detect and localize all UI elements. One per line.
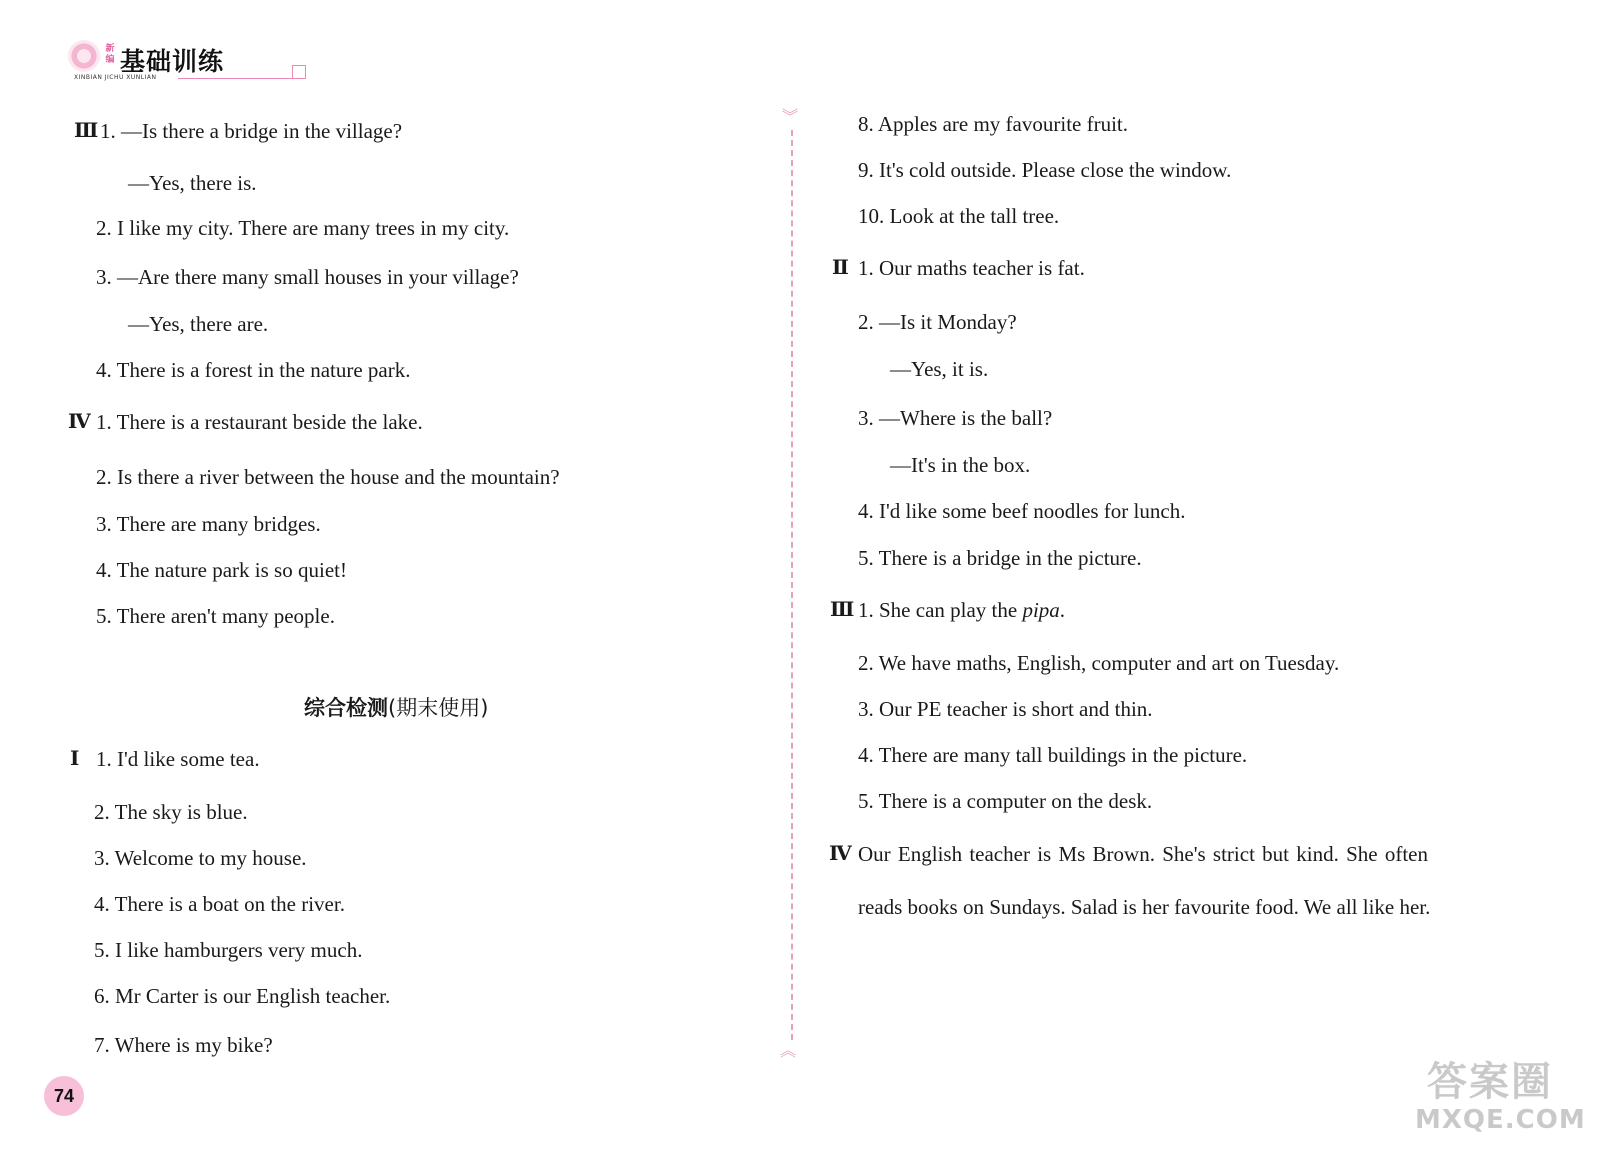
- answer-line: 7. Where is my bike?: [94, 1033, 273, 1057]
- answer-line: 2. I like my city. There are many trees in my city.: [96, 216, 510, 240]
- answer-line: 9. It's cold outside. Please close the window.: [858, 158, 1232, 182]
- answer-line: 6. Mr Carter is our English teacher.: [94, 984, 391, 1008]
- answer-line: 2. The sky is blue.: [94, 800, 248, 824]
- answer-line: 1. Our maths teacher is fat.: [858, 256, 1085, 280]
- answer-line: 5. I like hamburgers very much.: [94, 938, 363, 962]
- answer-line: 5. There is a computer on the desk.: [858, 789, 1153, 813]
- chevron-up-icon: ︽: [780, 1041, 797, 1060]
- paragraph-line: Our English teacher is Ms Brown. She's strict but kind. She often: [858, 842, 1428, 866]
- section-title-main: 综合检测: [304, 696, 388, 720]
- answer-line: 3. —Where is the ball?: [858, 406, 1053, 430]
- answer-line: 2. Is there a river between the house and the mountain?: [96, 465, 560, 489]
- answer-line-pipa: [858, 597, 1065, 623]
- watermark-url: MXQE.COM: [1415, 1105, 1586, 1135]
- answer-line: 3. Welcome to my house.: [94, 846, 307, 870]
- answer-line: 3. Our PE teacher is short and thin.: [858, 697, 1153, 721]
- page-number: 74: [44, 1076, 84, 1116]
- roman-numeral-4-right: Ⅳ: [829, 843, 851, 865]
- flower-logo-icon: [68, 40, 100, 72]
- answer-line: 2. We have maths, English, computer and art on Tuesday.: [858, 651, 1340, 675]
- page-divider: [791, 130, 793, 1040]
- roman-numeral-3-left: Ⅲ: [74, 120, 98, 142]
- paragraph-line: reads books on Sundays. Salad is her favourite food. We all like her.: [858, 895, 1431, 919]
- answer-line: —Yes, there is.: [128, 171, 257, 195]
- answer-line: 1. I'd like some tea.: [96, 747, 260, 771]
- roman-numeral-3-right: Ⅲ: [830, 599, 854, 621]
- answer-line: 4. The nature park is so quiet!: [96, 558, 347, 582]
- roman-numeral-2-right: Ⅱ: [832, 257, 848, 279]
- answer-line: 4. I'd like some beef noodles for lunch.: [858, 499, 1186, 523]
- answer-text: 1. She can play the: [858, 598, 1023, 622]
- answer-line: —It's in the box.: [890, 453, 1031, 477]
- answer-italic-word: pipa: [1022, 598, 1060, 622]
- answer-line: —Yes, it is.: [890, 357, 989, 381]
- answer-line: 1. There is a restaurant beside the lake.: [96, 410, 423, 434]
- brand-badge: 新编: [105, 44, 115, 65]
- answer-line: 5. There is a bridge in the picture.: [858, 546, 1142, 570]
- watermark: [1415, 1058, 1586, 1140]
- brand-title: 基础训练: [120, 47, 225, 76]
- roman-numeral-4-left: Ⅳ: [68, 411, 90, 433]
- answer-line: 5. There aren't many people.: [96, 604, 335, 628]
- answer-line: 1. —Is there a bridge in the village?: [100, 119, 403, 143]
- section-title: [304, 694, 488, 722]
- brand-header: [68, 38, 248, 86]
- answer-line: —Yes, there are.: [128, 312, 269, 336]
- watermark-logo: 答案圈: [1427, 1059, 1553, 1105]
- brand-box-icon: [292, 65, 306, 79]
- brand-subtitle: XINBIAN JICHU XUNLIAN: [74, 74, 157, 81]
- answer-line: 8. Apples are my favourite fruit.: [858, 112, 1129, 136]
- roman-numeral-1-left: Ⅰ: [70, 748, 79, 770]
- answer-line: 4. There are many tall buildings in the picture.: [858, 743, 1248, 767]
- section-title-sub: (期末使用): [388, 696, 489, 720]
- answer-line: 10. Look at the tall tree.: [858, 204, 1060, 228]
- answer-line: 3. There are many bridges.: [96, 512, 321, 536]
- answer-line: 3. —Are there many small houses in your village?: [96, 265, 519, 289]
- chevron-down-icon: ︾: [782, 107, 799, 126]
- answer-line: 4. There is a forest in the nature park.: [96, 358, 411, 382]
- brand-underline: [178, 78, 293, 79]
- answer-line: 4. There is a boat on the river.: [94, 892, 345, 916]
- answer-text-end: .: [1059, 598, 1066, 622]
- answer-line: 2. —Is it Monday?: [858, 310, 1017, 334]
